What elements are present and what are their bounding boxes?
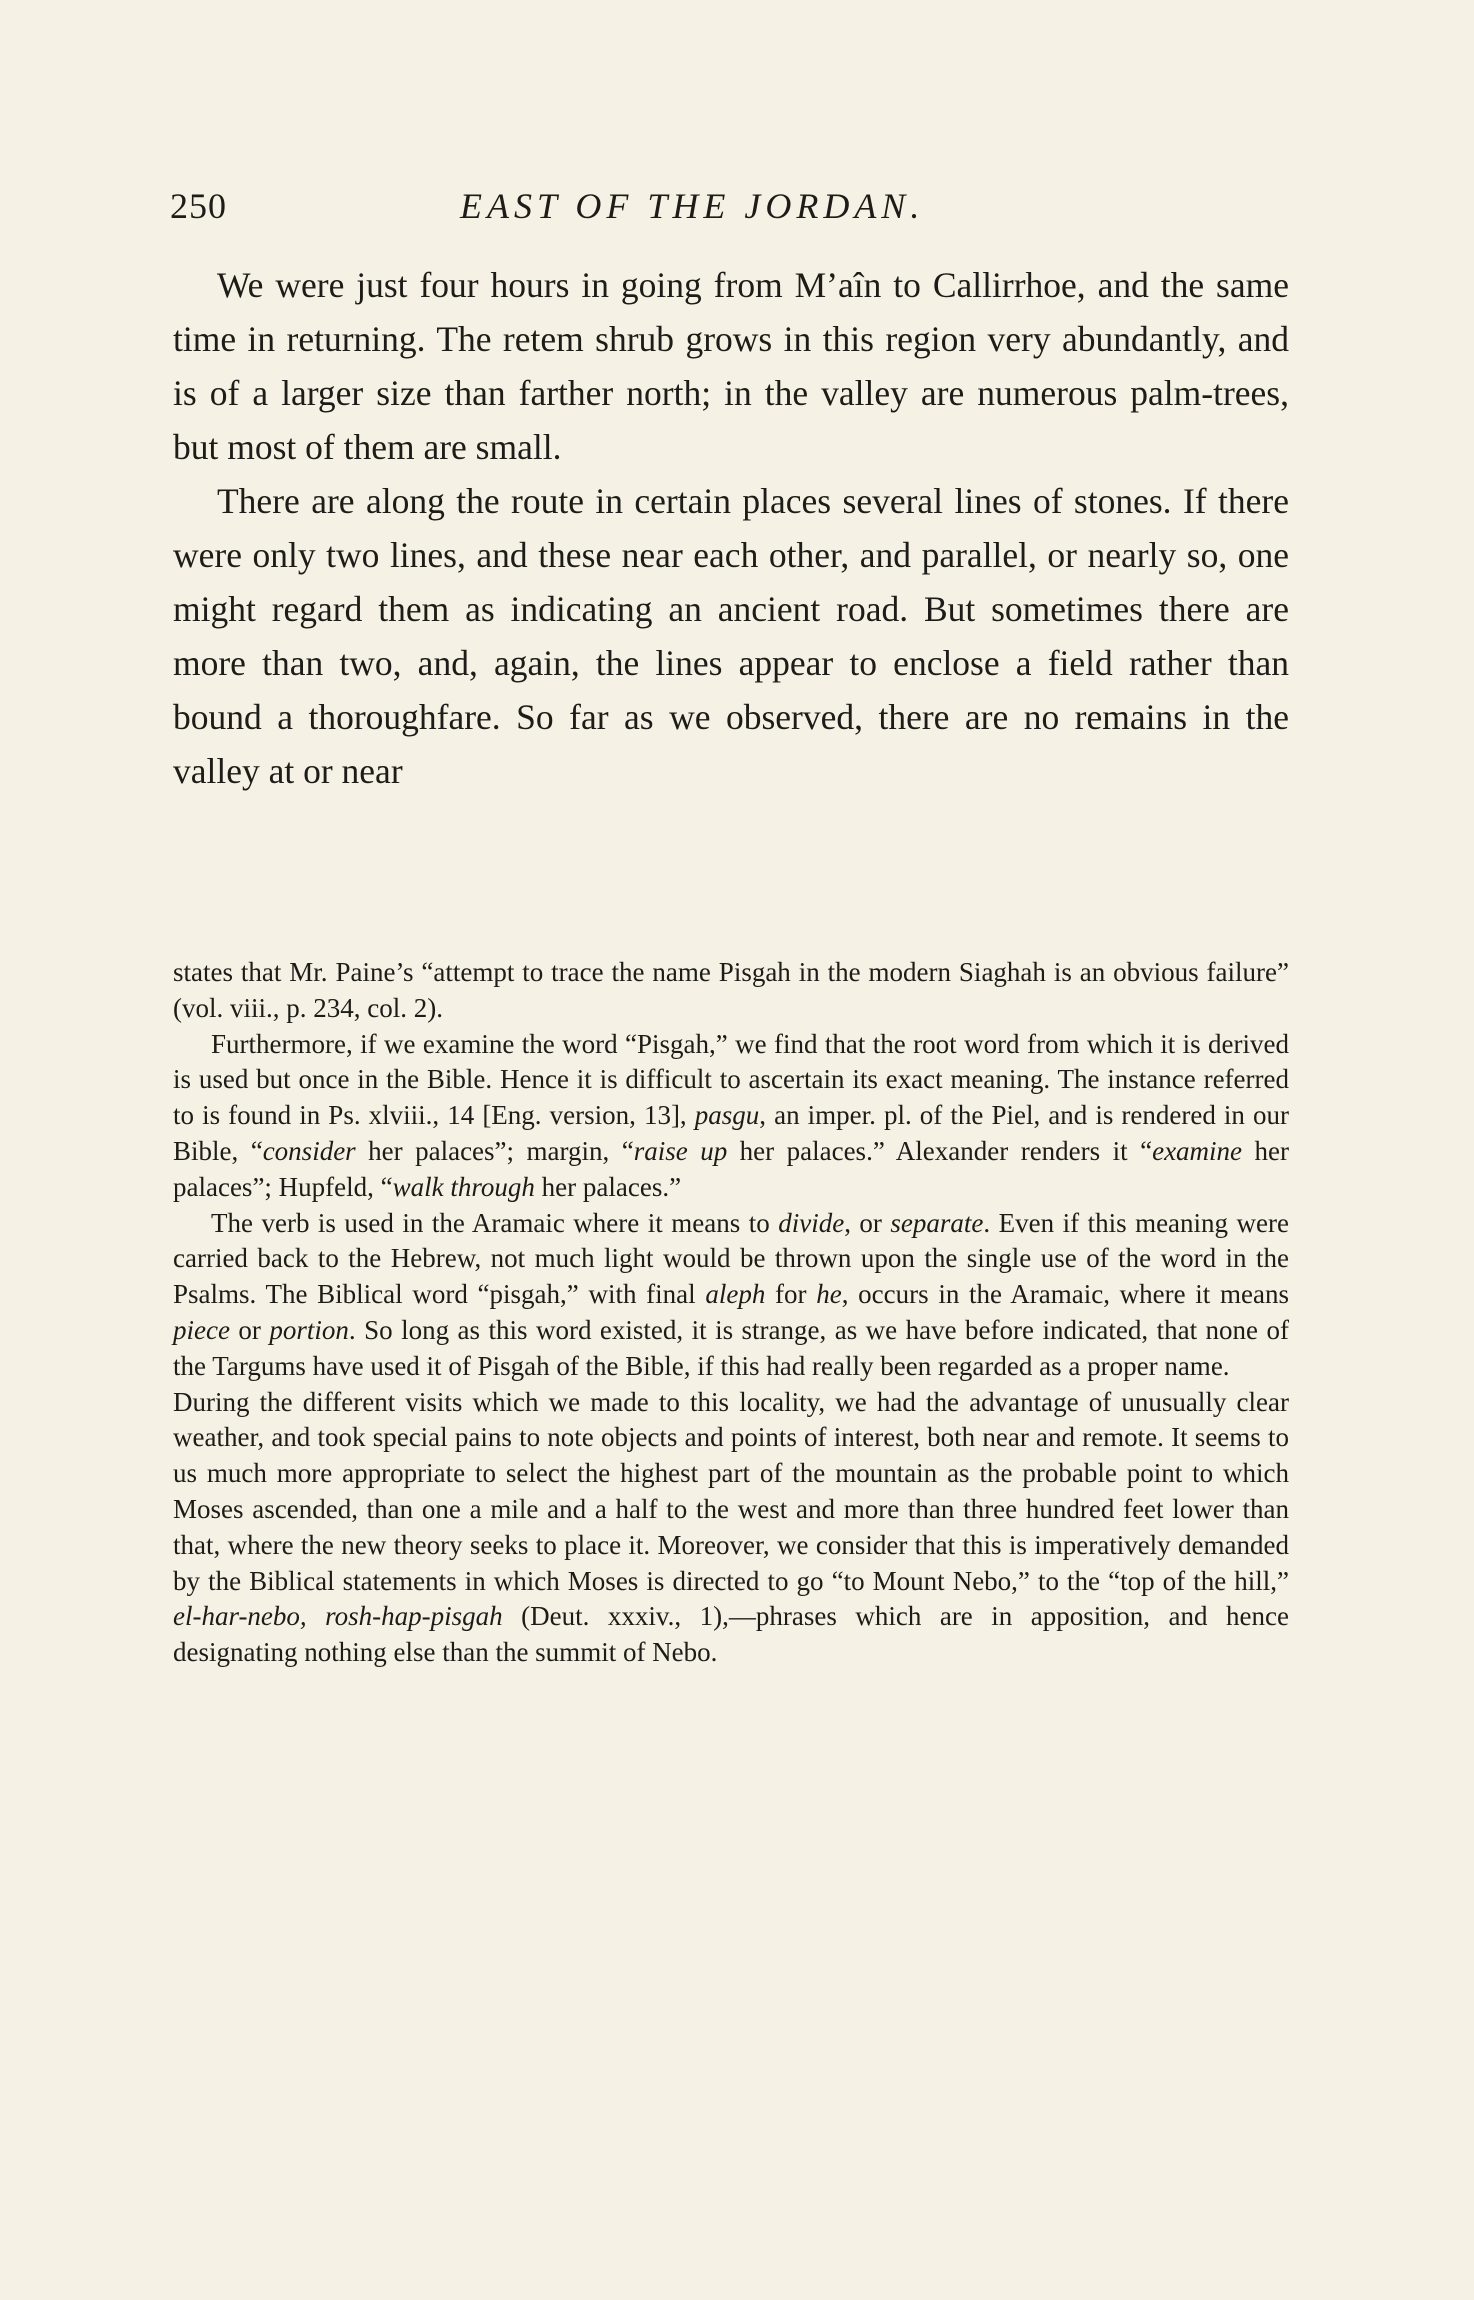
running-title: EAST OF THE JORDAN. [460, 186, 925, 226]
page-number: 250 [170, 186, 227, 226]
footnote-italic: aleph [705, 1279, 766, 1310]
footnote-text: The verb is used in the Aramaic where it means to [211, 1207, 779, 1238]
footnote-paragraph [173, 1206, 1289, 1385]
footnote-italic: divide [778, 1207, 845, 1238]
main-paragraph: There are along the route in certain places several lines of stones. If there were only two lines, and these near each other, and parallel, or nearly so, one might regard them as indicating an ancient road. But sometimes there are more than two, and, again, the lines appear to enclose a field rather than bound a thoroughfare. So far as we observed, there are no remains in the valley at or near [173, 481, 1289, 791]
footnote-italic: el-har-nebo, rosh-hap-pisgah [173, 1601, 503, 1632]
footnote-text: (Deut. xxxiv., 1),—phrases which are in apposition, and hence designating nothing else than the summit of Nebo. [173, 1601, 1289, 1668]
footnote-italic: walk through [392, 1171, 535, 1202]
footnote-text: , an imper. pl. of the Piel, and is rendered in our Bible, “ [173, 1100, 1289, 1166]
footnote-paragraph: states that Mr. Paine’s “attempt to trace the name Pisgah in the modern Siaghah is an obvious failure” (vol. viii., p. 234, col. 2). [173, 957, 1289, 1023]
footnote-paragraph [173, 1027, 1289, 1206]
footnote-italic: consider [262, 1135, 356, 1166]
footnote-text: her palaces.” Alexander renders it “ [727, 1135, 1153, 1166]
footnote-italic: raise up [633, 1135, 728, 1166]
footnote-italic: examine [1152, 1135, 1243, 1166]
footnote-text: or [229, 1314, 270, 1345]
footnote-italic: piece [173, 1314, 230, 1345]
footnote-italic: pasgu [694, 1100, 760, 1131]
footnote-text: , or [844, 1207, 891, 1238]
footnote-text: , occurs in the Aramaic, where it means [841, 1279, 1289, 1310]
footnote [173, 955, 1289, 1671]
footnote-italic: he [816, 1279, 842, 1310]
footnote-italic: portion [269, 1314, 349, 1345]
running-head [170, 178, 1288, 234]
footnote-text: . Even if this meaning were carried back to the Hebrew, not much light would be thrown upon the single use of the word in the Psalms. The Biblical word “pisgah,” with final [173, 1207, 1289, 1310]
main-paragraph: We were just four hours in going from M’aîn to Callirrhoe, and the same time in returning. The retem shrub grows in this region very abundantly, and is of a larger size than farther north; in the valley are numerous palm-trees, but most of them are small. [173, 265, 1289, 467]
footnote-italic: separate [890, 1207, 984, 1238]
footnote-text: . So long as this word existed, it is strange, as we have before indicated, that none of the Targums have used it of Pisgah of the Bible, if this had really been regarded as a proper name. [173, 1314, 1289, 1381]
footnote-text: for [765, 1279, 817, 1310]
footnote-text: Furthermore, if we examine the word “Pisgah,” we find that the root word from which it is derived is used but once in the Bible. Hence it is difficult to ascertain its exact meaning. The instance referred to is found in Ps. xlviii., 14 [Eng. version, 13], [173, 1028, 1289, 1131]
footnote-paragraph [173, 1385, 1289, 1671]
footnote-text: During the different visits which we made to this locality, we had the advantage of unusually clear weather, and took special pains to note objects and points of interest, both near and remote. It seems to us much more appropriate to select the highest part of the mountain as the probable point to which Moses ascended, than one a mile and a half to the west and more than three hundred feet lower than that, where the new theory seeks to place it. Moreover, we consider that this is imperatively demanded by the Biblical statements in which Moses is directed to go “to Mount Nebo,” to the “top of the hill,” [173, 1386, 1289, 1596]
footnote-text: her palaces.” [534, 1171, 682, 1202]
main-text [173, 258, 1289, 798]
footnote-text: her palaces”; margin, “ [355, 1135, 634, 1166]
footnote-text: her palaces”; Hupfeld, “ [173, 1135, 1289, 1202]
